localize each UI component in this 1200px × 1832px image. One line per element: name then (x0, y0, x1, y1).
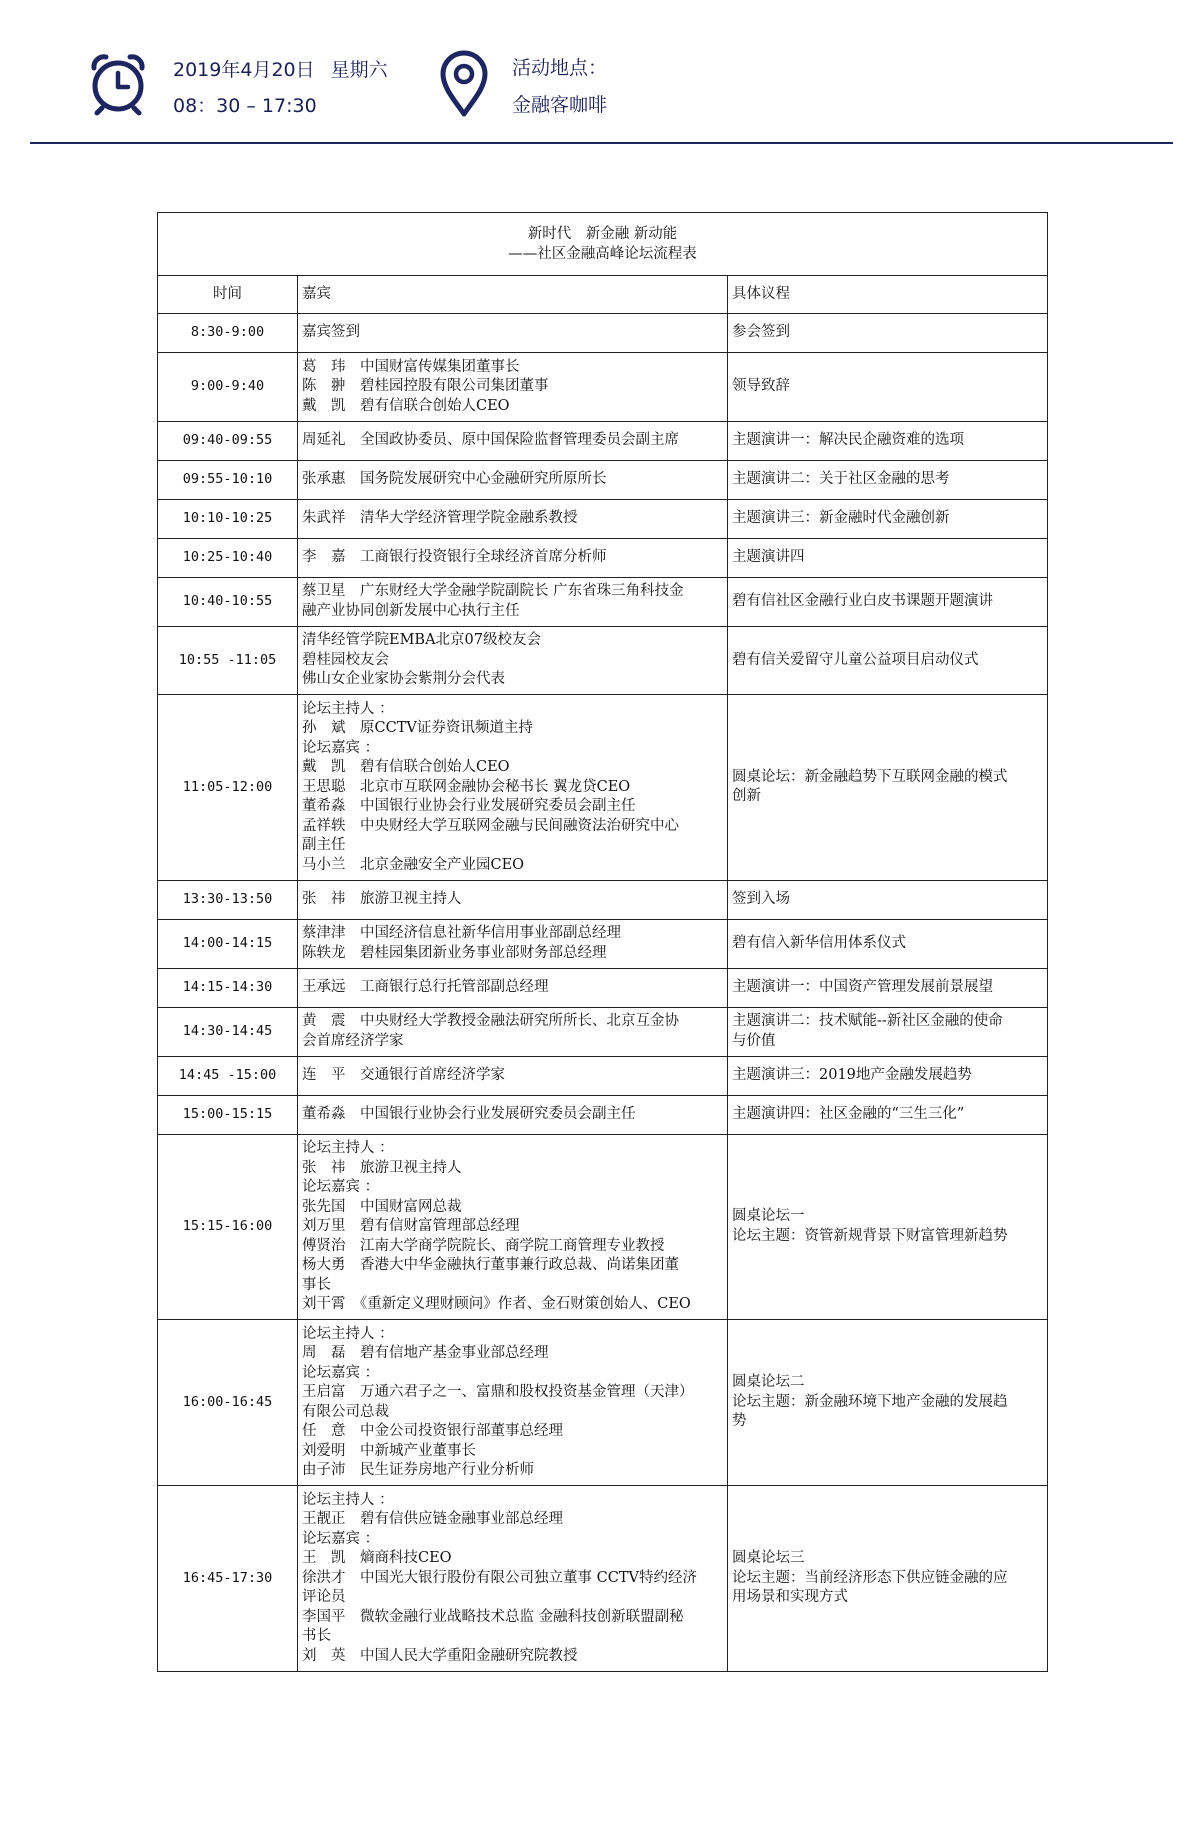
agenda-line: 主题演讲一：中国资产管理发展前景展望 (732, 978, 993, 995)
table-row (158, 577, 1048, 626)
row-agenda (728, 499, 1048, 538)
table-row (158, 421, 1048, 460)
guest-line: 评论员 (302, 1589, 346, 1605)
row-guests (298, 1134, 728, 1320)
row-time: 10:40-10:55 (158, 577, 298, 626)
row-agenda (728, 695, 1048, 881)
guest-line: 孟祥轶 中央财经大学互联网金融与民间融资法治研究中心 (302, 817, 679, 834)
table-row (158, 1007, 1048, 1056)
guest-line: 孙 斌 原CCTV证券资讯频道主持 (302, 720, 533, 736)
table-header-row (158, 276, 1048, 314)
guest-line: 朱武祥 清华大学经济管理学院金融系教授 (302, 509, 578, 526)
table-row (158, 314, 1048, 353)
guest-line: 任 意 中金公司投资银行部董事总经理 (302, 1423, 563, 1439)
row-guests (298, 626, 728, 695)
row-guests (298, 353, 728, 422)
header-agenda: 具体议程 (728, 276, 1048, 314)
row-time: 14:45 -15:00 (158, 1056, 298, 1095)
guest-line: 清华经管学院EMBA北京07级校友会 (302, 632, 542, 648)
guest-line: 李 嘉 工商银行投资银行全球经济首席分析师 (302, 548, 607, 565)
row-agenda (728, 353, 1048, 422)
row-agenda (728, 577, 1048, 626)
table-title-row (158, 213, 1048, 276)
guest-line: 王启富 万通六君子之一、富鼎和股权投资基金管理（天津） (302, 1384, 694, 1400)
row-agenda (728, 1007, 1048, 1056)
row-agenda (728, 421, 1048, 460)
guest-line: 论坛主持人 ： (302, 1140, 394, 1156)
guest-line: 刘爱明 中新城产业董事长 (302, 1442, 476, 1459)
agenda-line: 圆桌论坛二 (732, 1374, 805, 1391)
guest-line: 王承远 工商银行总行托管部副总经理 (302, 978, 549, 995)
table-row (158, 919, 1048, 968)
table-row (158, 1320, 1048, 1486)
guest-line: 融产业协同创新发展中心执行主任 (302, 602, 520, 619)
row-agenda (728, 968, 1048, 1007)
guest-line: 书长 (302, 1628, 331, 1644)
guest-line: 董希淼 中国银行业协会行业发展研究委员会副主任 (302, 798, 636, 814)
agenda-line: 主题演讲四 (732, 548, 805, 565)
table-row (158, 499, 1048, 538)
guest-line: 刘万里 碧有信财富管理部总经理 (302, 1218, 520, 1234)
row-time: 10:10-10:25 (158, 499, 298, 538)
table-row (158, 353, 1048, 422)
guest-line: 陈轶龙 碧桂园集团新业务事业部财务部总经理 (302, 944, 607, 961)
guest-line: 陈 翀 碧桂园控股有限公司集团董事 (302, 378, 549, 394)
row-time: 14:15-14:30 (158, 968, 298, 1007)
table-row (158, 460, 1048, 499)
guest-line: 刘 英 中国人民大学重阳金融研究院教授 (302, 1647, 578, 1664)
guest-line: 会首席经济学家 (302, 1032, 404, 1049)
event-date: 2019年4月20日 (173, 59, 315, 81)
agenda-line: 用场景和实现方式 (732, 1589, 848, 1605)
row-agenda (728, 1320, 1048, 1486)
guest-line: 周 磊 碧有信地产基金事业部总经理 (302, 1345, 549, 1361)
table-row (158, 1486, 1048, 1672)
row-guests (298, 538, 728, 577)
guest-line: 李国平 微软金融行业战略技术总监 金融科技创新联盟副秘 (302, 1608, 684, 1625)
row-time: 16:45-17:30 (158, 1486, 298, 1672)
table-row (158, 626, 1048, 695)
event-weekday: 星期六 (330, 59, 388, 81)
row-time: 13:30-13:50 (158, 880, 298, 919)
location-name: 金融客咖啡 (512, 94, 608, 116)
row-guests (298, 695, 728, 881)
row-guests (298, 577, 728, 626)
guest-line: 副主任 (302, 837, 346, 853)
agenda-line: 圆桌论坛三 (732, 1550, 805, 1566)
guest-line: 黄 震 中央财经大学教授金融法研究所所长、北京互金协 (302, 1013, 679, 1029)
row-agenda (728, 1134, 1048, 1320)
location-label: 活动地点： (512, 57, 608, 79)
agenda-line: 论坛主题：新金融环境下地产金融的发展趋 (732, 1393, 1008, 1410)
guest-line: 周延礼 全国政协委员、原中国保险监督管理委员会副主席 (302, 431, 679, 448)
guest-line: 傅贤治 江南大学商学院院长、商学院工商管理专业教授 (302, 1237, 665, 1254)
guest-line: 论坛嘉宾 ： (302, 1530, 380, 1547)
table-title (158, 213, 1048, 276)
row-time: 14:30-14:45 (158, 1007, 298, 1056)
guest-line: 葛 玮 中国财富传媒集团董事长 (302, 358, 520, 375)
guest-line: 杨大勇 香港大中华金融执行董事兼行政总裁、尚诺集团董 (302, 1257, 679, 1273)
agenda-line: 创新 (732, 788, 761, 805)
table-row (158, 538, 1048, 577)
guest-line: 马小兰 北京金融安全产业园CEO (302, 856, 525, 873)
row-time: 09:40-09:55 (158, 421, 298, 460)
guest-line: 论坛嘉宾 ： (302, 1364, 380, 1381)
header-divider (30, 142, 1173, 144)
agenda-line: 圆桌论坛：新金融趋势下互联网金融的模式 (732, 768, 1008, 785)
table-row (158, 880, 1048, 919)
row-time: 16:00-16:45 (158, 1320, 298, 1486)
row-time: 11:05-12:00 (158, 695, 298, 881)
agenda-line: 碧有信社区金融行业白皮书课题开题演讲 (732, 592, 993, 609)
row-time: 10:25-10:40 (158, 538, 298, 577)
table-row (158, 1056, 1048, 1095)
guest-line: 刘干霄 《重新定义理财顾问》作者、金石财策创始人、CEO (302, 1296, 691, 1312)
agenda-line: 势 (732, 1413, 747, 1430)
row-guests (298, 1056, 728, 1095)
row-guests (298, 880, 728, 919)
agenda-line: 碧有信入新华信用体系仪式 (732, 934, 906, 951)
guest-line: 论坛嘉宾 ： (302, 739, 380, 756)
guest-line: 王 凯 熵商科技CEO (302, 1550, 452, 1566)
table-title-line2: ——社区金融高峰论坛流程表 (508, 246, 697, 262)
row-agenda (728, 460, 1048, 499)
guest-line: 有限公司总裁 (302, 1403, 389, 1420)
row-guests (298, 499, 728, 538)
row-guests (298, 1007, 728, 1056)
alarm-clock-icon (86, 52, 150, 116)
guest-line: 嘉宾签到 (302, 324, 360, 341)
guest-line: 论坛主持人 ： (302, 700, 394, 717)
row-guests (298, 1095, 728, 1134)
row-agenda (728, 1056, 1048, 1095)
guest-line: 张 祎 旅游卫视主持人 (302, 890, 462, 907)
guest-line: 王靓正 碧有信供应链金融事业部总经理 (302, 1511, 563, 1527)
row-agenda (728, 314, 1048, 353)
event-location (512, 50, 607, 124)
guest-line: 蔡津津 中国经济信息社新华信用事业部副总经理 (302, 925, 621, 941)
guest-line: 事长 (302, 1276, 331, 1293)
guest-line: 佛山女企业家协会紫荆分会代表 (302, 671, 505, 687)
guest-line: 戴 凯 碧有信联合创始人CEO (302, 397, 510, 414)
guest-line: 王思聪 北京市互联网金融协会秘书长 翼龙贷CEO (302, 778, 631, 795)
row-guests (298, 919, 728, 968)
row-agenda (728, 880, 1048, 919)
agenda-line: 碧有信关爱留守儿童公益项目启动仪式 (732, 651, 979, 668)
agenda-table (157, 212, 1048, 1672)
row-guests (298, 968, 728, 1007)
row-agenda (728, 538, 1048, 577)
row-agenda (728, 626, 1048, 695)
guest-line: 张承惠 国务院发展研究中心金融研究所原所长 (302, 470, 607, 487)
row-time: 14:00-14:15 (158, 919, 298, 968)
row-guests (298, 1486, 728, 1672)
guest-line: 蔡卫星 广东财经大学金融学院副院长 广东省珠三角科技金 (302, 583, 684, 599)
row-time: 10:55 -11:05 (158, 626, 298, 695)
row-time: 15:15-16:00 (158, 1134, 298, 1320)
agenda-line: 领导致辞 (732, 378, 790, 394)
agenda-line: 论坛主题：当前经济形态下供应链金融的应 (732, 1569, 1008, 1586)
agenda-line: 主题演讲一：解决民企融资难的选项 (732, 431, 964, 448)
guest-line: 董希淼 中国银行业协会行业发展研究委员会副主任 (302, 1105, 636, 1122)
agenda-line: 论坛主题：资管新规背景下财富管理新趋势 (732, 1227, 1008, 1244)
guest-line: 张先国 中国财富网总裁 (302, 1198, 462, 1215)
header-guest: 嘉宾 (298, 276, 728, 314)
table-row (158, 968, 1048, 1007)
agenda-line: 主题演讲三：2019地产金融发展趋势 (732, 1066, 972, 1083)
row-agenda (728, 1095, 1048, 1134)
header-time: 时间 (158, 276, 298, 314)
guest-line: 碧桂园校友会 (302, 651, 389, 668)
row-agenda (728, 1486, 1048, 1672)
guest-line: 徐洪才 中国光大银行股份有限公司独立董事 CCTV特约经济 (302, 1569, 697, 1586)
agenda-line: 与价值 (732, 1032, 776, 1049)
guest-line: 戴 凯 碧有信联合创始人CEO (302, 759, 510, 775)
agenda-line: 主题演讲三：新金融时代金融创新 (732, 509, 950, 526)
agenda-line: 主题演讲四：社区金融的“三生三化” (732, 1105, 965, 1122)
row-agenda (728, 919, 1048, 968)
guest-line: 由子沛 民生证券房地产行业分析师 (302, 1462, 534, 1478)
row-guests (298, 1320, 728, 1486)
agenda-line: 参会签到 (732, 324, 790, 341)
table-row (158, 1134, 1048, 1320)
guest-line: 论坛主持人 ： (302, 1491, 394, 1508)
row-time: 15:00-15:15 (158, 1095, 298, 1134)
agenda-table-wrapper (157, 212, 1047, 1672)
guest-line: 论坛嘉宾 ： (302, 1179, 380, 1195)
page-header (0, 0, 1200, 150)
table-title-line1: 新时代 新金融 新动能 (527, 226, 678, 242)
guest-line: 张 祎 旅游卫视主持人 (302, 1159, 462, 1176)
table-row (158, 1095, 1048, 1134)
agenda-line: 主题演讲二：关于社区金融的思考 (732, 470, 950, 487)
location-pin-icon (438, 50, 490, 118)
row-guests (298, 421, 728, 460)
guest-line: 连 平 交通银行首席经济学家 (302, 1066, 505, 1083)
row-time: 9:00-9:40 (158, 353, 298, 422)
row-guests (298, 314, 728, 353)
table-row (158, 695, 1048, 881)
row-guests (298, 460, 728, 499)
agenda-line: 主题演讲二：技术赋能--新社区金融的使命 (732, 1013, 1003, 1029)
event-time: 08：30 – 17:30 (173, 95, 317, 117)
row-time: 8:30-9:00 (158, 314, 298, 353)
agenda-line: 圆桌论坛一 (732, 1208, 805, 1225)
guest-line: 论坛主持人 ： (302, 1325, 394, 1342)
row-time: 09:55-10:10 (158, 460, 298, 499)
agenda-line: 签到入场 (732, 890, 790, 907)
event-datetime (173, 52, 388, 124)
